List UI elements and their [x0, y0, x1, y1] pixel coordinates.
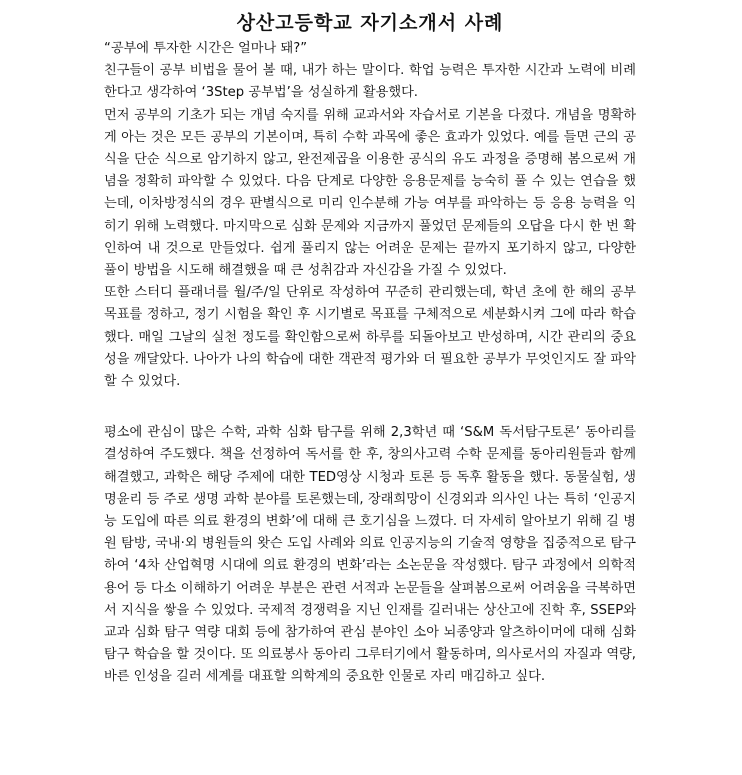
study-planner-paragraph: 또한 스터디 플래너를 월/주/일 단위로 작성하여 꾸준히 관리했는데, 학년 초에 한 해의 공부 목표를 정하고, 정기 시험을 확인 후 시기별로 목표를 구체적으로 세분화시켜 그에 따라 학습했다. 매일 그날의 실천 정도를 확인함으로써 하루를 되돌아보고 반성하며, 시간 관리의 중요성을 깨달았다. 나아가 나의 학습에 대한 객관적 평가와 더 필요한 공부가 무엇인지도 잘 파악할 수 있었다.: [104, 285, 636, 390]
document-title: 상산고등학교 자기소개서 사례: [236, 12, 504, 34]
section-gap: [104, 393, 636, 422]
intro-paragraph: 친구들이 공부 비법을 물어 볼 때, 내가 하는 말이다. 학업 능력은 투자한 시간과 노력에 비례한다고 생각하여 ‘3Step 공부법’을 성실하게 활용했다.: [104, 63, 636, 101]
essay-page: [104, 8, 636, 689]
club-activity-paragraph: 평소에 관심이 많은 수학, 과학 심화 탐구를 위해 2,3학년 때 ‘S&M 독서탐구토론’ 동아리를 결성하여 주도했다. 책을 선정하여 독서를 한 후, 창의사고력 수학 문제를 동아리원들과 함께 해결했고, 과학은 해당 주제에 대한 TED영상 시청과 토론 등 독후 활동을 했다. 동물실험, 생명윤리 등 주로 생명 과학 분야를 토론했는데, 장래희망이 신경외과 의사인 나는 특히 ‘인공지능 도입에 따른 의료 환경의 변화’에 대해 큰 호기심을 느꼈다. 더 자세히 알아보기 위해 길 병원 탐방, 국내·외 병원들의 왓슨 도입 사례와 의료 인공지능의 기술적 영향을 집중적으로 탐구하여 ‘4차 산업혁명 시대에 의료 환경의 변화’라는 소논문을 작성했다. 탐구 과정에서 의학적 용어 등 다소 이해하기 어려운 부분은 관련 서적과 논문들을 살펴봄으로써 어려움을 극복하면서 지식을 쌓을 수 있었다. 국제적 경쟁력을 지닌 인재를 길러내는 상산고에 진학 후, SSEP와 교과 심화 탐구 역량 대회 등에 참가하여 관심 분야인 소아 뇌종양과 알츠하이머에 대해 심화 탐구 학습을 할 것이다. 또 의료봉사 동아리 그루터기에서 활동하며, 의사로서의 자질과 역량, 바른 인성을 길러 세계를 대표할 의학계의 중요한 인물로 자리 매김하고 싶다.: [104, 425, 636, 685]
study-method-paragraph: 먼저 공부의 기초가 되는 개념 숙지를 위해 교과서와 자습서로 기본을 다졌다. 개념을 명확하게 아는 것은 모든 공부의 기본이며, 특히 수학 과목에 좋은 효과가 있었다. 예를 들면 근의 공식을 단순 식으로 암기하지 않고, 완전제곱을 이용한 공식의 유도 과정을 증명해 봄으로써 개념을 정확히 파악할 수 있었다. 다음 단계로 다양한 응용문제를 능숙히 풀 수 있는 연습을 했는데, 이차방정식의 경우 판별식으로 미리 인수분해 가능 여부를 파악하는 등 응용 능력을 익히기 위해 노력했다. 마지막으로 심화 문제와 지금까지 풀었던 문제들의 오답을 다시 한 번 확인하여 내 것으로 만들었다. 쉽게 풀리지 않는 어려운 문제는 끝까지 포기하지 않고, 다양한 풀이 방법을 시도해 해결했을 때 큰 성취감과 자신감을 가질 수 있었다.: [104, 107, 636, 279]
opening-quote: “공부에 투자한 시간은 얼마나 돼?”: [104, 41, 308, 56]
